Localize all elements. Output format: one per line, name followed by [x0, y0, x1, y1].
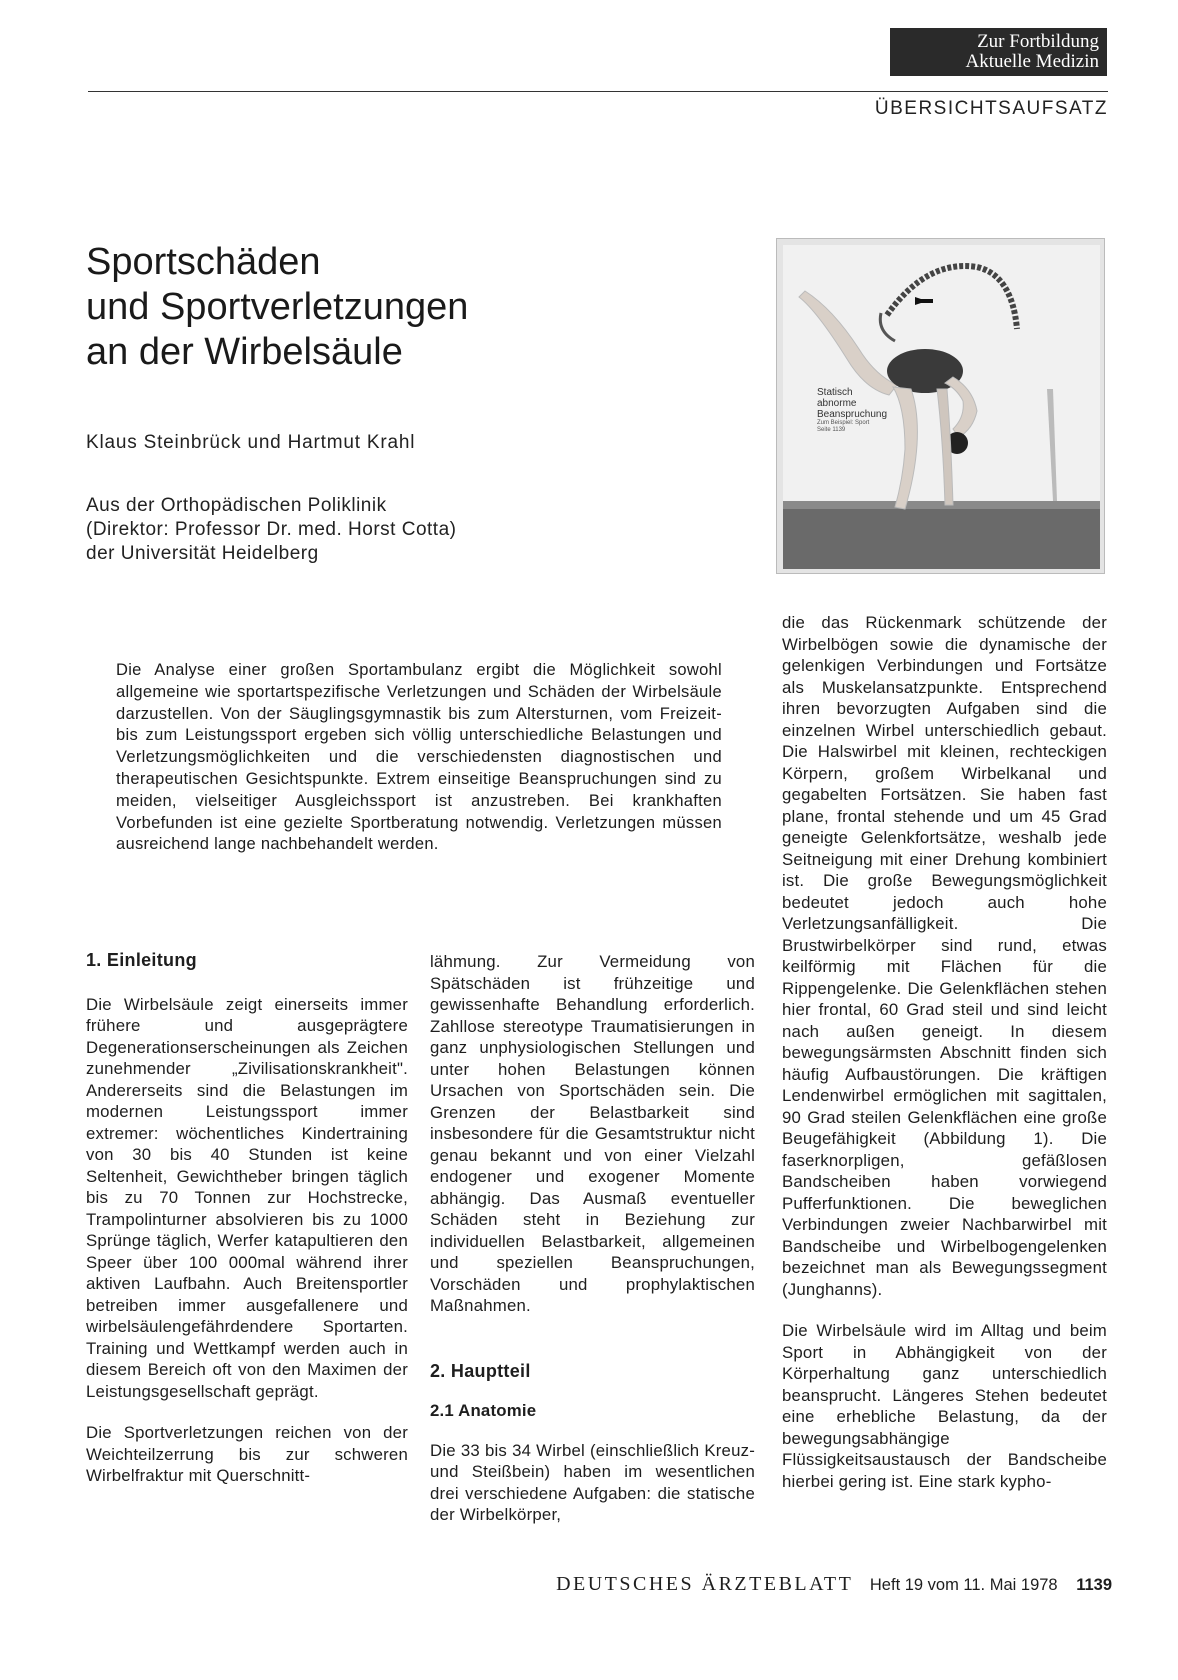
title-line-2: und Sportverletzungen [86, 286, 469, 328]
heading-anatomie: 2.1 Anatomie [430, 1401, 537, 1420]
title-line-3: an der Wirbelsäule [86, 331, 403, 373]
affiliation [86, 494, 456, 566]
photo-caption-small-1: Zum Beispiel: Sport [817, 420, 870, 426]
column-b [430, 951, 755, 1526]
column-c-paragraph-1: die das Rückenmark schützende der Wirbelbögen sowie die dynamische der gelenkigen Verbindungen und Fortsätze als Muskelansatzpunkte. Entsprechend ihren bevorzugten Aufgaben sind die einzelnen Wirbel unterschiedlich gebaut. Die Halswirbel mit kleinen, rechteckigen Körpern, großem Wirbelkanal und gegabelten Fortsätzen. Sie haben fast plane, frontal stehende und um 45 Grad geneigte Gelenkfortsätze, weshalb jede Seitneigung mit einer Drehung kombiniert ist. Die große Bewegungsmöglichkeit bedeutet jedoch auch hohe Verletzungsanfälligkeit. Die Brustwirbelkörper sind rund, etwas keilförmig mit Flächen für die Rippengelenke. Die Gelenkflächen stehen hier frontal, 60 Grad steil und sind leicht nach außen geneigt. In diesem bewegungsärmsten Abschnitt finden sich häufig Aufbaustörungen. Die kräftigen Lendenwirbel ermöglichen mit sagittalen, 90 Grad steilen Gelenkflächen eine große Beugefähigkeit (Abbildung 1). Die faserknorpligen, gefäßlosen Bandscheiben haben vorwiegend Pufferfunktionen. Die beweglichen Verbindungen zweier Nachbarwirbel mit Bandscheibe und Wirbelbogengelenken bezeichnet man als Bewegungssegment (Junghanns). [782, 613, 1107, 1299]
column-a-paragraph-1: Die Wirbelsäule zeigt einerseits immer frühere und ausgeprägtere Degenerationserscheinungen als Zeichen zunehmender „Zivilisationskrankheit". Andererseits sind die Belastungen im modernen Leistungssport immer extremer: wöchentliches Kindertraining von 30 bis 40 Stunden ist keine Seltenheit, Gewichtheber bringen täglich bis zu 70 Tonnen zur Hochstrecke, Trampolinturner absolvieren bis zu 1000 Sprünge täglich, Werfer katapultieren den Speer über 100 000mal während ihrer aktiven Laufbahn. Auch Breitensportler betreiben immer ausgefallenere und wirbelsäulengefährdendere Sportarten. Training und Wettkampf werden auch in diesem Bereich oft von den Maximen der Leistungsgesellschaft geprägt. [86, 994, 408, 1401]
article-title [86, 240, 646, 375]
photo-caption-line-1: Statisch [817, 387, 853, 398]
gymnast-photo [776, 238, 1105, 574]
header-tag-line1: Zur Fortbildung [977, 31, 1099, 52]
issue-info: Heft 19 vom 11. Mai 1978 [869, 1576, 1058, 1594]
affiliation-line-1: Aus der Orthopädischen Poliklinik [86, 495, 387, 516]
photo-caption [817, 387, 947, 434]
title-line-1: Sportschäden [86, 241, 321, 283]
column-c [782, 612, 1107, 1492]
affiliation-line-2: (Direktor: Professor Dr. med. Horst Cotta) [86, 519, 457, 540]
header-tag-line2: Aktuelle Medizin [965, 51, 1099, 72]
column-a-paragraph-2: Die Sportverletzungen reichen von der Weichteilzerrung bis zur schweren Wirbelfraktur mit Querschnitt- [86, 1423, 408, 1485]
heading-hauptteil: 2. Hauptteil [430, 1360, 531, 1381]
abstract: Die Analyse einer großen Sportambulanz ergibt die Möglichkeit sowohl allgemeine wie sportartspezifische Verletzungen und Schäden der Wirbelsäule darzustellen. Von der Säuglingsgymnastik bis zum Altersturnen, vom Freizeit- bis zum Leistungssport ergeben sich völlig unterschiedliche Belastungen und Verletzungsmöglichkeiten und die verschiedensten diagnostischen und therapeutischen Gesichtspunkte. Extrem einseitige Beanspruchungen sind zu meiden, vielseitiger Ausgleichssport ist anzustreben. Bei krankhaften Vorbefunden ist eine gezielte Sportberatung notwendig. Verletzungen müssen ausreichend lange nachbehandelt werden. [116, 661, 722, 854]
column-c-paragraph-2: Die Wirbelsäule wird im Alltag und beim Sport in Abhängigkeit von der Körperhaltung ganz unterschiedlich beansprucht. Längeres Stehen bedeutet eine erhebliche Belastung, da der bewegungsabhängige Flüssigkeitsaustausch der Bandscheibe hierbei gering ist. Eine stark kypho- [782, 1321, 1107, 1491]
photo-caption-line-3: Beanspruchung [817, 409, 888, 420]
page-number: 1139 [1076, 1576, 1112, 1594]
column-a [86, 950, 408, 1487]
heading-einleitung: 1. Einleitung [86, 950, 197, 970]
column-b-paragraph-2: Die 33 bis 34 Wirbel (einschließlich Kreuz- und Steißbein) haben im wesentlichen drei verschiedene Aufgaben: die statische der Wirbelkörper, [430, 1440, 755, 1524]
header-rule [88, 91, 1108, 92]
photo-caption-line-2: abnorme [817, 398, 857, 409]
affiliation-line-3: der Universität Heidelberg [86, 543, 319, 564]
page-footer [556, 1573, 1112, 1596]
header-tag [890, 28, 1107, 76]
journal-name: DEUTSCHES ÄRZTEBLATT [556, 1573, 854, 1595]
column-b-paragraph-1: lähmung. Zur Vermeidung von Spätschäden ist frühzeitige und gewissenhafte Behandlung erforderlich. Zahllose stereotype Traumatisierungen in ganz unphysiologischen Stellungen und unter hohen Belastungen können Ursachen von Sportschäden sein. Die Grenzen der Belastbarkeit sind insbesondere für die Gesamtstruktur nicht genau bekannt und von einer Vielzahl endogener und exogener Momente abhängig. Das Ausmaß eventueller Schäden steht in Beziehung zur individuellen Belastbarkeit, allgemeinen und speziellen Beanspruchungen, Vorschäden und prophylaktischen Maßnahmen. [430, 952, 755, 1315]
section-label: ÜBERSICHTSAUFSATZ [874, 98, 1108, 119]
photo-caption-small-2: Seite 1139 [817, 427, 846, 433]
authors: Klaus Steinbrück und Hartmut Krahl [86, 432, 416, 453]
